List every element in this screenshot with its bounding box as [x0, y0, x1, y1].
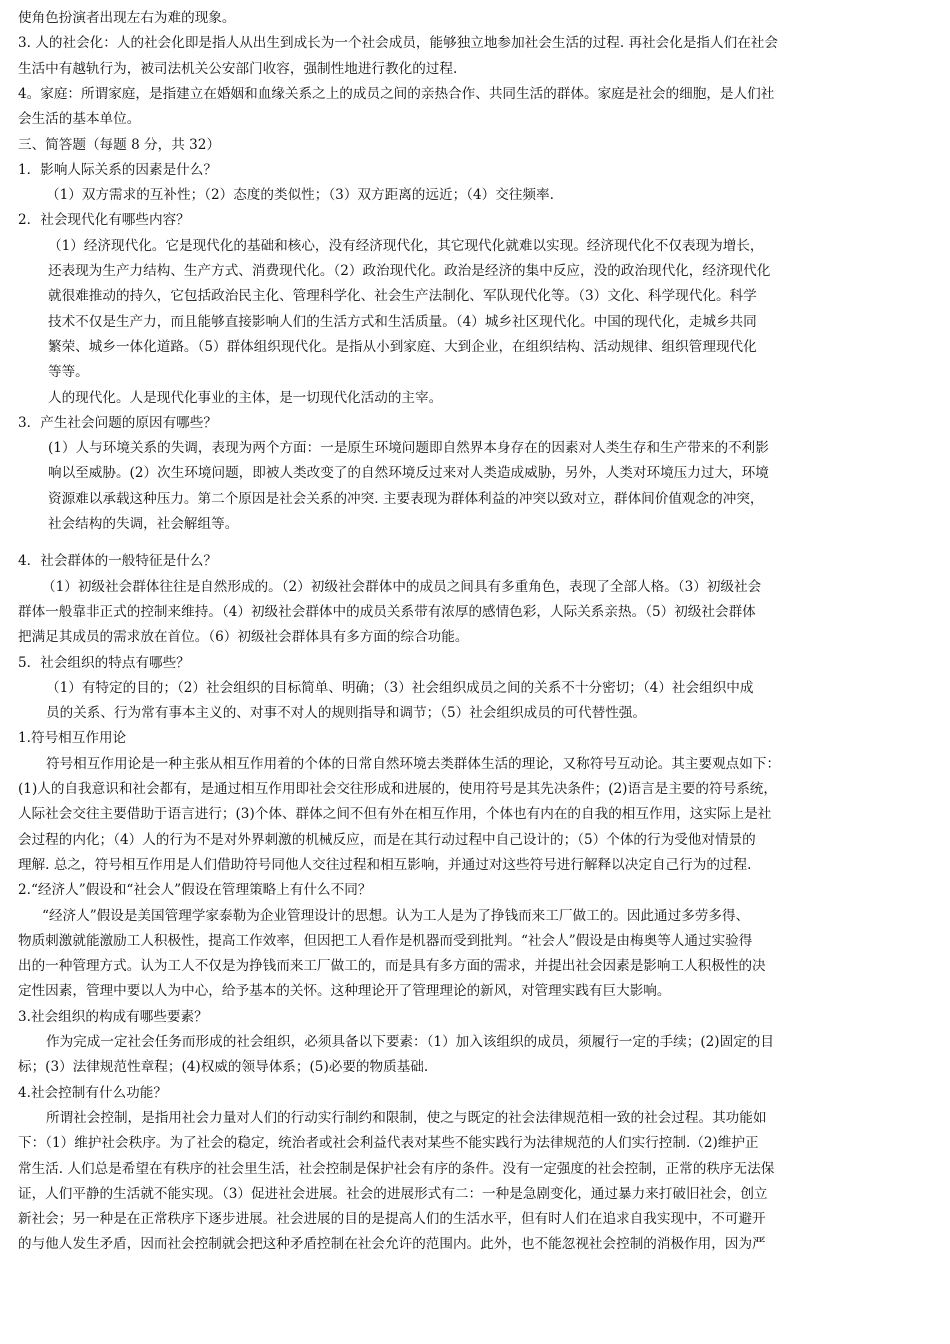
- text-line: 社会结构的失调，社会解组等。: [48, 516, 239, 532]
- text-line: 作为完成一定社会任务而形成的社会组织，必须具备以下要素：（1）加入该组织的成员，须履行一定的手续；(2)固定的目: [46, 1034, 774, 1050]
- text-line: 就很难推动的持久，它包括政治民主化、管理科学化、社会生产法制化、军队现代化等。（3）文化、科学现代化。科学: [48, 288, 757, 305]
- text-line: 繁荣、城乡一体化道路。（5）群体组织现代化。是指从小到家庭、大到企业，在组织结构、活动规律、组织管理现代化: [48, 338, 757, 355]
- text-line: 群体一般靠非正式的控制来维持。（4）初级社会群体中的成员关系带有浓厚的感情色彩，人际关系亲热。（5）初级社会群体: [18, 603, 756, 620]
- text-line: 人的现代化。人是现代化事业的主体，是一切现代化活动的主宰。: [48, 389, 443, 406]
- text-line: 标；(3）法律规范性章程；(4)权威的领导体系；(5)必要的物质基础.: [18, 1059, 429, 1076]
- text-line: 5．社会组织的特点有哪些？: [18, 654, 190, 671]
- text-line: 2.“经济人”假设和“社会人”假设在管理策略上有什么不同？: [18, 882, 372, 899]
- text-line: 会过程的内化；（4）人的行为不是对外界刺激的机械反应，而是在其行动过程中自己设计的；（5）个体的行为受他对情景的: [18, 831, 756, 848]
- text-line: 出的一种管理方式。认为工人不仅是为挣钱而来工厂做工的，而是具有多方面的需求，并提出社会因素是影响工人积极性的决: [18, 958, 766, 975]
- text-line: 3. 人的社会化：人的社会化即是指人从出生到成长为一个社会成员，能够独立地参加社会生活的过程. 再社会化是指人们在社会: [18, 35, 778, 52]
- text-line: 的与他人发生矛盾，因而社会控制就会把这种矛盾控制在社会允许的范围内。此外，也不能忽视社会控制的消极作用，因为严: [18, 1236, 766, 1253]
- text-line: （1）有特定的目的；（2）社会组织的目标简单、明确；（3）社会组织成员之间的关系不十分密切；（4）社会组织中成: [46, 679, 754, 696]
- text-line: 常生活. 人们总是希望在有秩序的社会里生活，社会控制是保护社会有序的条件。没有一定强度的社会控制，正常的秩序无法保: [18, 1160, 775, 1177]
- text-line: 使角色扮演者出现左右为难的现象。: [18, 10, 236, 26]
- text-line: 3．产生社会问题的原因有哪些？: [18, 414, 217, 431]
- text-line: 理解. 总之，符号相互作用是人们借助符号同他人交往过程和相互影响，并通过对这些符号进行解释以决定自己行为的过程.: [18, 856, 752, 873]
- text-line: 4.社会控制有什么功能？: [18, 1084, 167, 1101]
- text-line: 生活中有越轨行为，被司法机关公安部门收容，强制性地进行教化的过程.: [18, 60, 458, 77]
- text-line: 把满足其成员的需求放在首位。（6）初级社会群体具有多方面的综合功能。: [18, 629, 469, 646]
- text-line: 1．影响人际关系的因素是什么？: [18, 161, 217, 178]
- text-line: （1）双方需求的互补性；（2）态度的类似性；（3）双方距离的远近；（4）交往频率.: [46, 187, 554, 204]
- text-line: 4．社会群体的一般特征是什么？: [18, 553, 217, 570]
- text-line: （1）初级社会群体往往是自然形成的。（2）初级社会群体中的成员之间具有多重角色，表现了全部人格。（3）初级社会: [42, 578, 762, 595]
- text-line: 下：（1）维护社会秩序。为了社会的稳定，统治者或社会利益代表对某些不能实践行为法律规范的人们实行控制.（2)维护正: [18, 1135, 759, 1152]
- text-line: 符号相互作用论是一种主张从相互作用着的个体的日常自然环境去类群体生活的理论，又称符号互动论。其主要观点如下：: [46, 755, 781, 772]
- text-line: 物质刺激就能激励工人积极性，提高工作效率，但因把工人看作是机器而受到批判。“社会人”假设是由梅奥等人通过实验得: [18, 932, 753, 949]
- text-line: （1）经济现代化。它是现代化的基础和核心，没有经济现代化，其它现代化就难以实现。经济现代化不仅表现为增长，: [48, 237, 764, 254]
- text-line: 三、简答题（每题 8 分，共 32）: [18, 136, 221, 153]
- text-line: 证，人们平静的生活就不能实现。（3）促进社会进展。社会的进展形式有二：一种是急剧变化，通过暴力来打破旧社会，创立: [18, 1185, 768, 1202]
- text-line: “经济人”假设是美国管理学家泰勒为企业管理设计的思想。认为工人是为了挣钱而来工厂做工的。因此通过多劳多得、: [42, 907, 750, 924]
- text-line: 4。家庭：所谓家庭，是指建立在婚姻和血缘关系之上的成员之间的亲热合作、共同生活的群体。家庭是社会的细胞，是人们社: [18, 85, 775, 102]
- text-line: 员的关系、行为常有事本主义的、对事不对人的规则指导和调节；（5）社会组织成员的可代替性强。: [46, 705, 646, 722]
- text-line: 新社会；另一种是在正常秩序下逐步进展。社会进展的目的是提高人们的生活水平，但有时人们在追求自我实现中，不可避开: [18, 1211, 766, 1228]
- text-line: (1）人与环境关系的失调，表现为两个方面：一是原生环境问题即自然界本身存在的因素对人类生存和生产带来的不利影: [48, 440, 769, 457]
- text-line: 1.符号相互作用论: [18, 730, 127, 747]
- text-line: 技术不仅是生产力，而且能够直接影响人们的生活方式和生活质量。（4）城乡社区现代化。中国的现代化，走城乡共同: [48, 313, 757, 330]
- text-line: 响以至威胁。(2）次生环境问题，即被人类改变了的自然环境反过来对人类造成威胁，另外，人类对环境压力过大，环境: [48, 465, 769, 482]
- text-line: (1)人的自我意识和社会都有，是通过相互作用即社会交往形成和进展的，使用符号是其先决条件；(2)语言是主要的符号系统，: [18, 781, 777, 797]
- text-line: 资源难以承载这种压力。第二个原因是社会关系的冲突. 主要表现为群体利益的冲突以致对立，群体间价值观念的冲突，: [48, 490, 764, 507]
- text-line: 人际社会交往主要借助于语言进行；(3)个体、群体之间不但有外在相互作用，个体也有内在的自我的相互作用，这实际上是社: [18, 806, 772, 823]
- text-line: 3.社会组织的构成有哪些要素？: [18, 1008, 208, 1025]
- text-line: 所谓社会控制，是指用社会力量对人们的行动实行制约和限制，使之与既定的社会法律规范相一致的社会过程。其功能如: [46, 1109, 767, 1126]
- text-line: 2．社会现代化有哪些内容？: [18, 212, 190, 229]
- text-line: 会生活的基本单位。: [18, 111, 141, 128]
- text-line: 还表现为生产力结构、生产方式、消费现代化。（2）政治现代化。政治是经济的集中反应，没的政治现代化，经济现代化: [48, 263, 771, 279]
- text-line: 定性因素，管理中要以人为中心，给予基本的关怀。这种理论开了管理理论的新风，对管理实践有巨大影响。: [18, 983, 671, 1000]
- text-line: 等等。: [48, 364, 89, 381]
